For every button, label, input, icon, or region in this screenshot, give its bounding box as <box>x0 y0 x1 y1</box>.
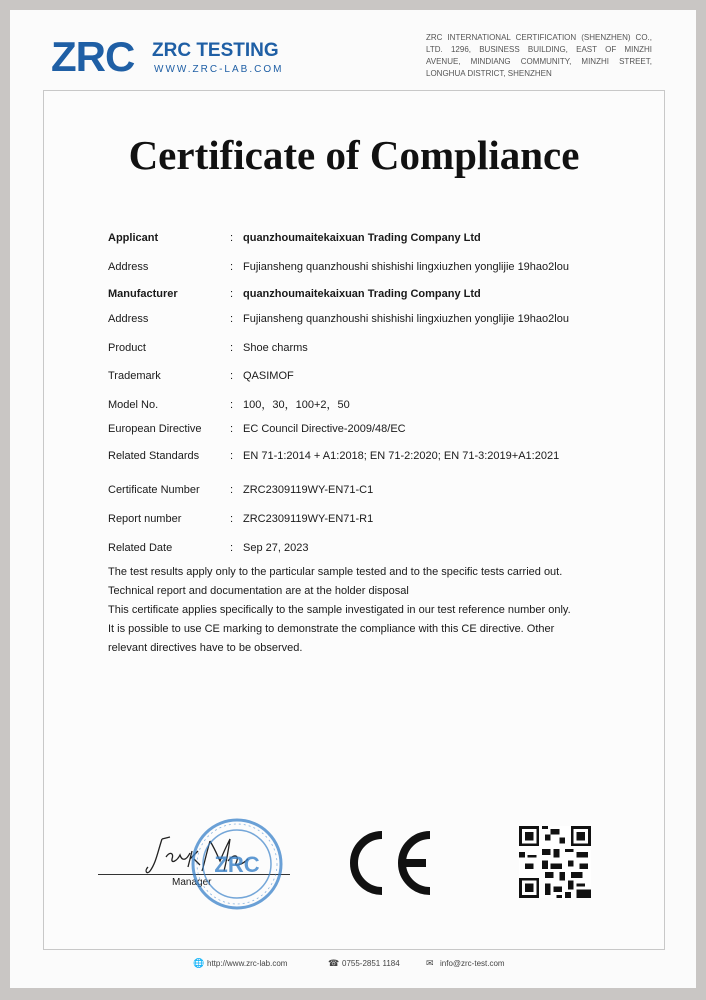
manager-label: Manager <box>172 877 212 888</box>
field-european-directive: European Directive : EC Council Directive-2009/48/EC <box>108 420 648 438</box>
field-value: Fujiansheng quanzhoushi shishishi lingxiuzhen yonglijie 19hao2lou <box>243 261 569 273</box>
field-label: European Directive <box>108 423 202 435</box>
logo-subtitle: WWW.ZRC-LAB.COM <box>154 64 284 75</box>
field-value: Sep 27, 2023 <box>243 542 309 554</box>
field-label: Address <box>108 261 149 273</box>
qr-code[interactable] <box>519 826 591 898</box>
logo-mark: ZRC <box>51 33 135 80</box>
field-value: Shoe charms <box>243 342 308 354</box>
page <box>10 10 696 988</box>
footer-phone: ☎ 0755-2851 1184 <box>328 958 400 968</box>
ce-mark-icon <box>342 829 434 897</box>
certificate-frame <box>43 90 665 950</box>
field-model-no: Model No. : 100，30，100+2，50 <box>108 396 648 414</box>
field-related-date: Related Date : Sep 27, 2023 <box>108 539 648 557</box>
globe-icon: 🌐 <box>193 958 205 968</box>
company-seal <box>189 816 285 912</box>
field-value: ZRC2309119WY-EN71-R1 <box>243 513 374 525</box>
mail-icon: ✉ <box>426 958 434 968</box>
field-trademark: Trademark : QASIMOF <box>108 367 648 385</box>
logo-title: ZRC TESTING <box>152 40 279 61</box>
field-value: quanzhoumaitekaixuan Trading Company Ltd <box>243 288 481 300</box>
field-value: EC Council Directive-2009/48/EC <box>243 423 406 435</box>
field-value: ZRC2309119WY-EN71-C1 <box>243 484 374 496</box>
field-report-number: Report number : ZRC2309119WY-EN71-R1 <box>108 510 648 528</box>
field-label: Product <box>108 342 146 354</box>
field-value: 100，30，100+2，50 <box>243 399 350 411</box>
company-address: ZRC INTERNATIONAL CERTIFICATION (SHENZHEN) CO., LTD. 1296, BUSINESS BUILDING, EAST OF MINZHI AVENUE, MINDIANG COMMUNITY, MINZHI STREET, LONGHUA DISTRICT, SHENZHEN <box>426 33 652 78</box>
field-label: Related Standards <box>108 450 200 462</box>
field-applicant: Applicant : quanzhoumaitekaixuan Trading Company Ltd <box>108 229 648 247</box>
phone-icon: ☎ <box>328 958 340 968</box>
field-manufacturer-address: Address : Fujiansheng quanzhoushi shishishi lingxiuzhen yonglijie 19hao2lou <box>108 310 648 328</box>
field-label: Manufacturer <box>108 288 178 300</box>
field-applicant-address: Address : Fujiansheng quanzhoushi shishishi lingxiuzhen yonglijie 19hao2lou <box>108 258 648 276</box>
field-value: EN 71-1:2014 + A1:2018; EN 71-2:2020; EN 71-3:2019+A1:2021 <box>243 450 560 462</box>
field-label: Applicant <box>108 232 159 244</box>
field-related-standards: Related Standards : EN 71-1:2014 + A1:2018; EN 71-2:2020; EN 71-3:2019+A1:2021 <box>108 447 648 465</box>
field-label: Address <box>108 313 149 325</box>
field-value: QASIMOF <box>243 370 294 382</box>
compliance-notes <box>108 563 578 658</box>
note-line: Technical report and documentation are at the holder disposal <box>108 585 409 597</box>
field-label: Trademark <box>108 370 161 382</box>
field-label: Report number <box>108 513 182 525</box>
note-line: The test results apply only to the particular sample tested and to the specific tests carried out. <box>108 566 563 578</box>
field-value: Fujiansheng quanzhoushi shishishi lingxiuzhen yonglijie 19hao2lou <box>243 313 569 325</box>
field-product: Product : Shoe charms <box>108 339 648 357</box>
field-label: Related Date <box>108 542 173 554</box>
field-label: Certificate Number <box>108 484 200 496</box>
field-value: quanzhoumaitekaixuan Trading Company Ltd <box>243 232 481 244</box>
note-line: This certificate applies specifically to the sample investigated in our test reference number only. <box>108 604 571 616</box>
field-label: Model No. <box>108 399 159 411</box>
note-line: relevant directives have to be observed. <box>108 642 303 654</box>
svg-text:ZRC: ZRC <box>214 852 260 877</box>
footer-email[interactable]: ✉ info@zrc-test.com <box>426 958 505 968</box>
field-manufacturer: Manufacturer : quanzhoumaitekaixuan Trading Company Ltd <box>108 285 648 303</box>
certificate-title: Certificate of Compliance <box>128 132 580 178</box>
footer-website[interactable]: 🌐 http://www.zrc-lab.com <box>193 958 288 968</box>
field-certificate-number: Certificate Number : ZRC2309119WY-EN71-C1 <box>108 481 648 499</box>
note-line: It is possible to use CE marking to demonstrate the compliance with this CE directive. Other <box>108 623 555 635</box>
